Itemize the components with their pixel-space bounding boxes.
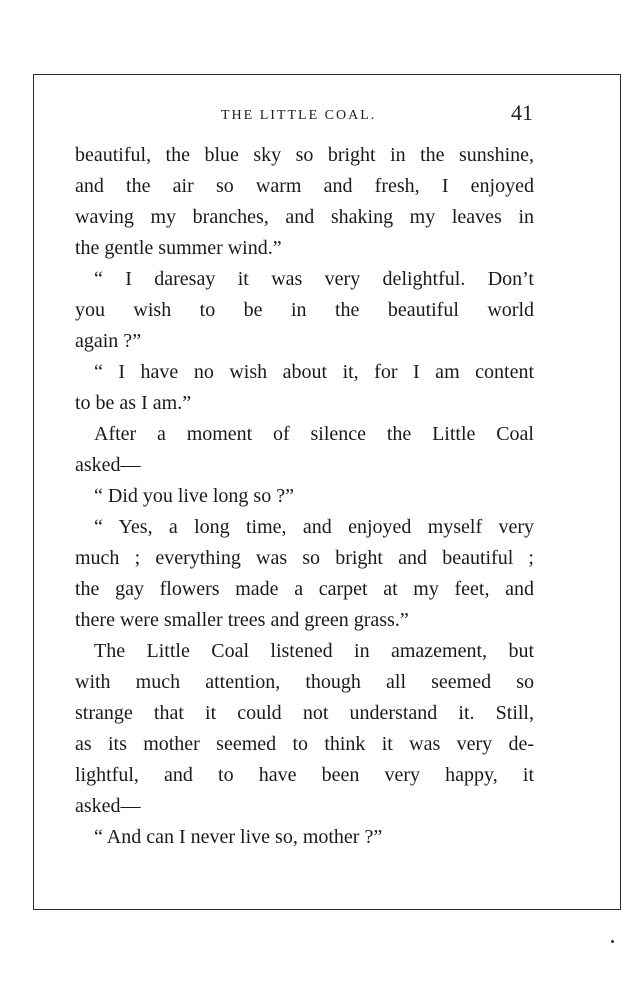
text-line: to be as I am.” xyxy=(75,392,192,414)
text-line: waving my branches, and shaking my leaves in xyxy=(75,206,534,228)
text-line: and the air so warm and fresh, I enjoyed xyxy=(75,175,534,197)
text-line: “ I have no wish about it, for I am content xyxy=(94,361,534,383)
page-number: 41 xyxy=(511,100,533,125)
text-line: “ Did you live long so ?” xyxy=(94,485,294,507)
text-line: the gay flowers made a carpet at my feet, and xyxy=(75,578,534,600)
text-line: as its mother seemed to think it was very de- xyxy=(75,733,534,755)
running-title: THE LITTLE COAL. xyxy=(221,108,377,123)
text-line: there were smaller trees and green grass.” xyxy=(75,609,409,631)
text-line: strange that it could not understand it. Still, xyxy=(75,702,534,724)
text-line: After a moment of silence the Little Coal xyxy=(94,423,534,445)
text-line: you wish to be in the beautiful world xyxy=(75,299,534,321)
text-line: much ; everything was so bright and beautiful ; xyxy=(75,547,534,569)
text-line: lightful, and to have been very happy, it xyxy=(75,764,534,786)
text-line: asked— xyxy=(75,454,141,476)
text-line: “ I daresay it was very delightful. Don’t xyxy=(94,268,534,290)
body-text xyxy=(75,140,534,853)
text-line: “ And can I never live so, mother ?” xyxy=(94,826,383,848)
text-line: again ?” xyxy=(75,330,142,352)
text-line: with much attention, though all seemed so xyxy=(75,671,534,693)
text-line: asked— xyxy=(75,795,141,817)
text-line: beautiful, the blue sky so bright in the sunshine, xyxy=(75,144,534,166)
page-header xyxy=(75,100,535,130)
text-line: “ Yes, a long time, and enjoyed myself very xyxy=(94,516,534,538)
text-line: The Little Coal listened in amazement, but xyxy=(94,640,534,662)
print-speck xyxy=(611,940,614,943)
text-line: the gentle summer wind.” xyxy=(75,237,282,259)
